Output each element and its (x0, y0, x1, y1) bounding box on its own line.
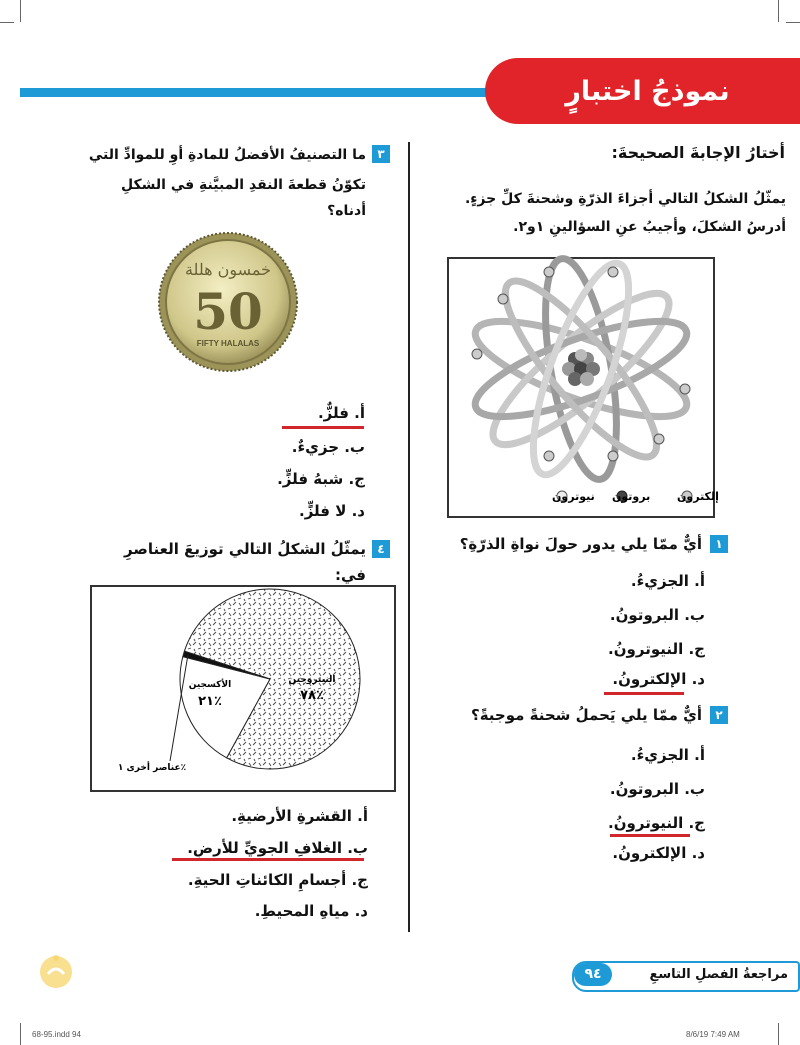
crop-mark (20, 1023, 21, 1045)
q2-option-d[interactable]: د. الإلكترونُ. (612, 844, 705, 862)
column-divider (408, 142, 410, 932)
atom-diagram (447, 257, 719, 518)
q3-line-1: ما التصنيفُ الأفضلُ للمادةِ أوِ للموادِّ التي (88, 147, 366, 163)
q4-text: يمثّلُ الشكلُ التالي توزيعَ العناصرِ في: (124, 540, 366, 584)
coin-image (158, 222, 298, 382)
crop-mark (778, 1023, 779, 1045)
q1-text: أيٌّ ممّا يلي يدور حولَ نواةِ الذرّةِ؟ (459, 535, 702, 553)
slug-date: 8/6/19 7:49 AM (686, 1030, 740, 1039)
q3-line-2: تكوّنُ قطعةَ النقدِ المبيَّنةِ في الشكلِ أدناه؟ (121, 177, 366, 219)
coin-caption: FIFTY HALALAS (196, 339, 260, 348)
pie-chart (90, 585, 396, 792)
header-rule (20, 88, 540, 97)
q1-answer-underline (604, 692, 684, 695)
q1-number: ١ (710, 535, 728, 553)
crop-mark (778, 0, 779, 22)
q1-option-c[interactable]: ج. النيوترونُ. (608, 640, 705, 658)
q1-option-b[interactable]: ب. البروتونُ. (609, 606, 705, 624)
q2-option-b[interactable]: ب. البروتونُ. (609, 780, 705, 798)
intro-line-2: أدرسُ الشكلَ، وأجيبُ عنِ السؤالينِ ١و٢. (513, 219, 786, 235)
q1-option-a[interactable]: أ. الجزيءُ. (630, 572, 705, 590)
q2-option-c[interactable]: ج. النيوترونُ. (608, 814, 705, 832)
pie-label-nitrogen: النيتروجين (288, 675, 336, 685)
pie-label-oxygen: الأكسجين (188, 680, 232, 690)
q3-option-d[interactable]: د. لا فلزٍّ. (299, 502, 365, 520)
q3-option-a[interactable]: أ. فلزٌّ. (317, 404, 365, 422)
q4-answer-underline (172, 858, 364, 861)
q4-option-c[interactable]: ج. أجسامِ الكائناتِ الحيةِ. (187, 871, 368, 889)
crop-mark (20, 0, 21, 22)
q4-number: ٤ (372, 540, 390, 558)
nucleus (562, 349, 600, 386)
q2-answer-underline (610, 834, 690, 837)
q2-number: ٢ (710, 706, 728, 724)
q4-option-a[interactable]: أ. القشرةِ الأرضيةِ. (231, 807, 368, 825)
coin-number: 50 (193, 282, 263, 341)
legend-proton: بروتون (612, 490, 651, 503)
q3-option-c[interactable]: ج. شبهُ فلزٍّ. (277, 470, 365, 488)
atom-svg (449, 259, 719, 516)
intro-line-1: يمثّلُ الشكلُ التالي أجزاءَ الذرّةِ وشحنةَ كلِّ جزءٍ. (464, 191, 786, 207)
q3-option-b[interactable]: ب. جزيءٌ. (291, 438, 365, 456)
legend-neutron: نيوترون (552, 490, 595, 503)
q2-option-a[interactable]: أ. الجزيءُ. (630, 746, 705, 764)
pie-value-oxygen: ٢١٪ (198, 694, 222, 709)
watermark-logo (36, 950, 76, 990)
q4-option-b[interactable]: ب. الغلافِ الجويِّ للأرضِ. (187, 839, 368, 857)
page-title: نموذجُ اختبارٍ (565, 76, 730, 107)
instruction-heading: أختارُ الإجابةَ الصحيحةَ: (611, 143, 785, 162)
pie-label-others: عناصر أخرى ١٪ (117, 763, 187, 773)
q2-text: أيٌّ ممّا يلي يَحملُ شحنةً موجبةً؟ (471, 706, 702, 724)
page-number: ٩٤ (574, 963, 612, 986)
q3-number: ٣ (372, 145, 390, 163)
slug-file: 68-95.indd 94 (32, 1030, 81, 1039)
coin-arabic: خمسون هللة (184, 260, 272, 279)
crop-mark (0, 22, 14, 23)
q1-option-d[interactable]: د. الإلكترونُ. (612, 670, 705, 688)
legend-electron: إلكترون (677, 490, 719, 503)
pie-svg (92, 587, 394, 790)
crop-mark (786, 22, 800, 23)
pie-value-nitrogen: ٧٨٪ (300, 688, 324, 703)
q4-option-d[interactable]: د. مياهِ المحيطِ. (254, 902, 368, 920)
chapter-review-label: مراجعةُ الفصلِ التاسعِ (649, 967, 788, 982)
q3-answer-underline (282, 426, 364, 429)
